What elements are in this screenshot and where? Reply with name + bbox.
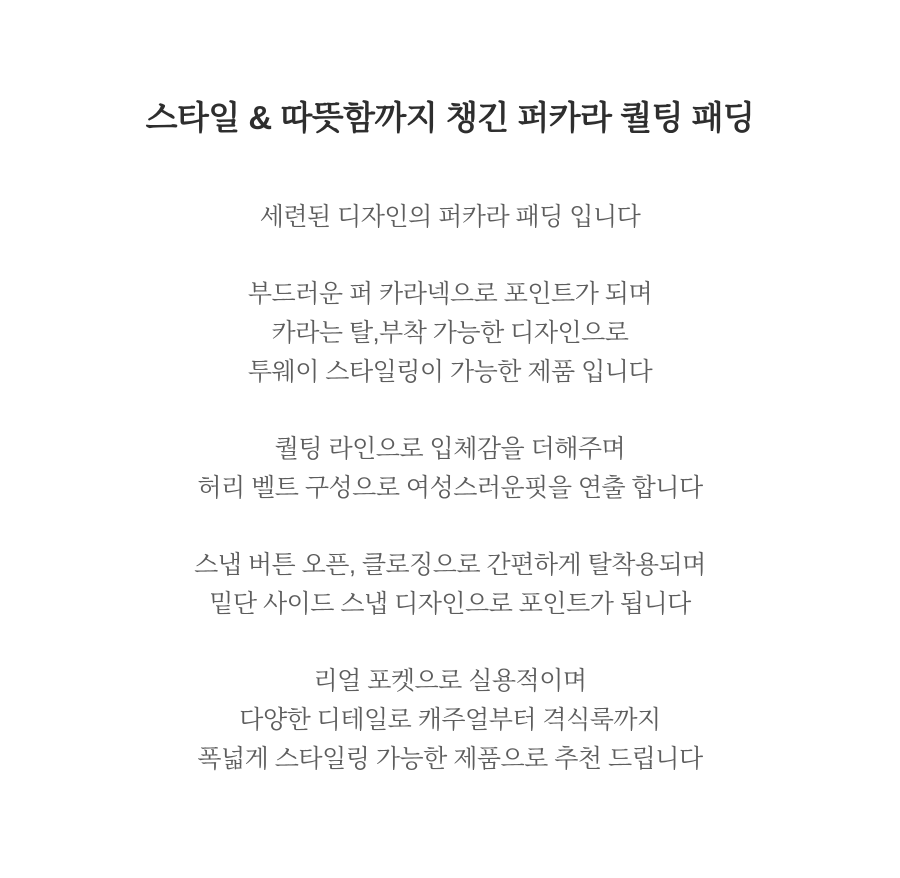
description-line: 투웨이 스타일링이 가능한 제품 입니다 xyxy=(247,358,653,386)
description-line: 세련된 디자인의 퍼카라 패딩 입니다 xyxy=(259,203,641,231)
description-line: 리얼 포켓으로 실용적이며 xyxy=(313,667,587,695)
description-line: 카라는 탈,부착 가능한 디자인으로 xyxy=(271,319,629,347)
description-line: 다양한 디테일로 캐주얼부터 격식룩까지 xyxy=(239,706,661,734)
description-paragraph xyxy=(0,430,900,508)
product-description-title: 스타일 & 따뜻함까지 챙긴 퍼카라 퀄팅 패딩 xyxy=(145,99,755,136)
description-paragraph xyxy=(0,546,900,624)
description-line: 허리 벨트 구성으로 여성스러운핏을 연출 합니다 xyxy=(197,474,703,502)
description-line: 부드러운 퍼 카라넥으로 포인트가 되며 xyxy=(247,280,653,308)
description-line: 밑단 사이드 스냅 디자인으로 포인트가 됩니다 xyxy=(209,590,691,618)
description-line: 스냅 버튼 오픈, 클로징으로 간편하게 탈착용되며 xyxy=(194,551,706,579)
description-paragraph xyxy=(0,662,900,779)
description-paragraph xyxy=(0,275,900,392)
product-description-body xyxy=(0,198,900,779)
description-line: 폭넓게 스타일링 가능한 제품으로 추천 드립니다 xyxy=(197,745,703,773)
description-paragraph xyxy=(0,198,900,237)
description-line: 퀄팅 라인으로 입체감을 더해주며 xyxy=(274,435,626,463)
